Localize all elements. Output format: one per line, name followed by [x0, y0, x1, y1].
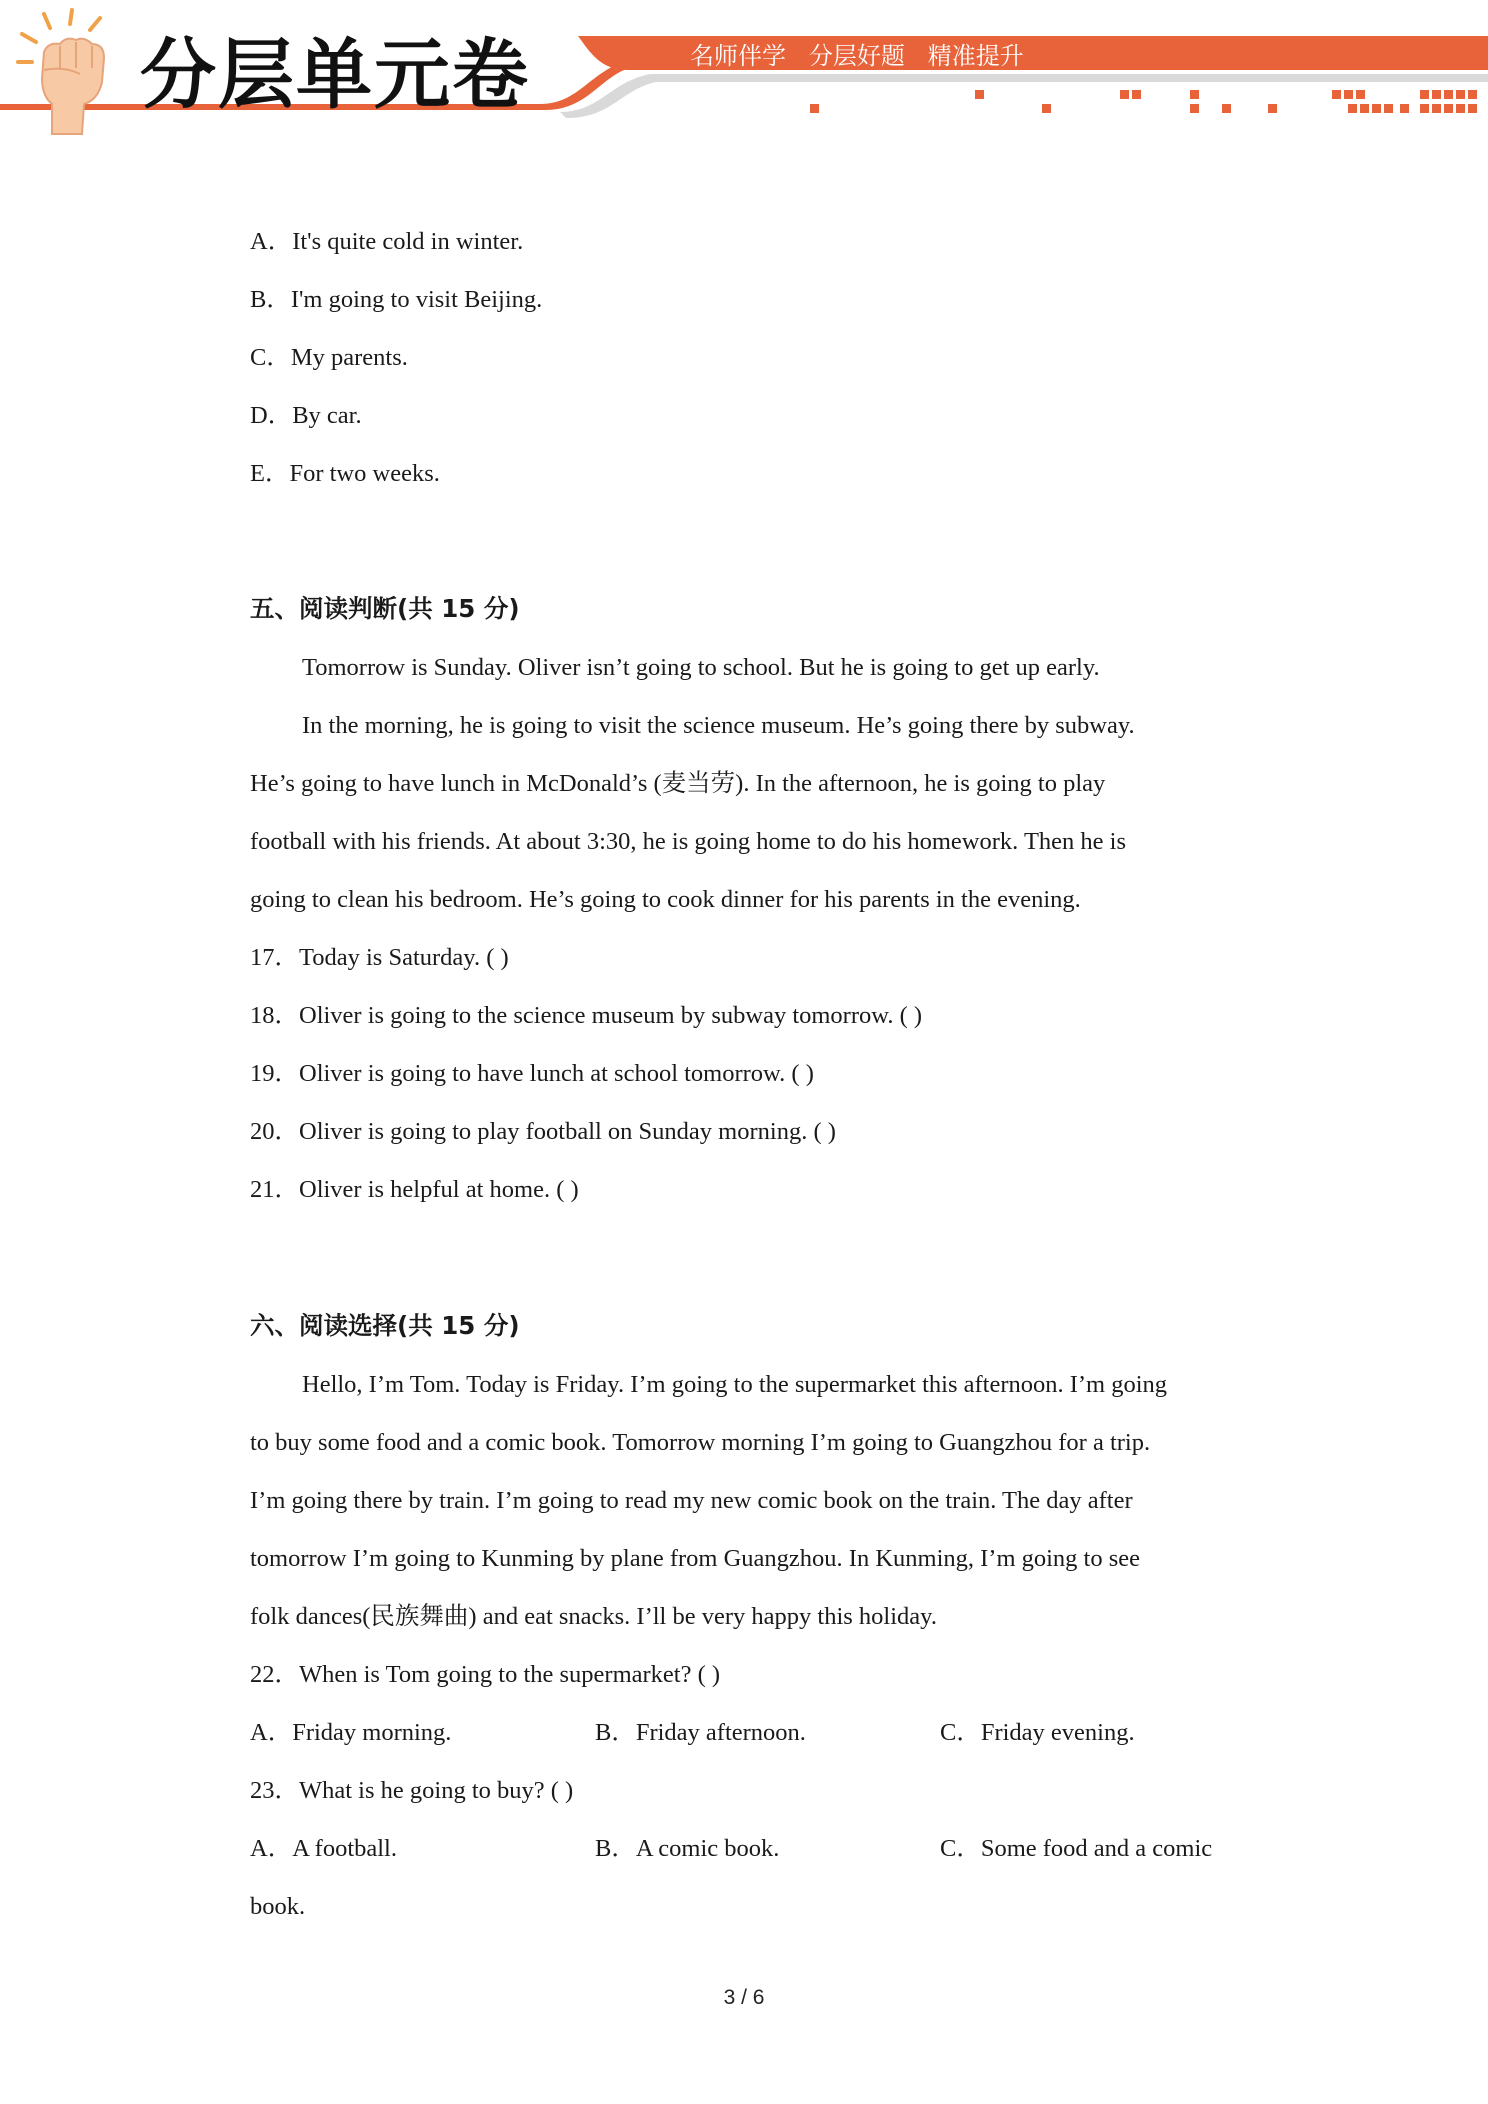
passage-line: He’s going to have lunch in McDonald’s (麦当劳). In the afternoon, he is going to play [250, 770, 1106, 797]
logo-title: 分层单元卷 [140, 30, 530, 119]
passage-line: folk dances(民族舞曲) and eat snacks. I’ll be very happy this holiday. [250, 1603, 937, 1630]
passage-line: going to clean his bedroom. He’s going to cook dinner for his parents in the evening. [250, 886, 1081, 913]
question-22: 22．When is Tom going to the supermarket? ( ) [250, 1661, 721, 1688]
q22-option-a: A．Friday morning. [250, 1719, 452, 1746]
q22-option-c: C．Friday evening. [940, 1719, 1135, 1746]
q23-option-c-continued: book. [250, 1893, 306, 1920]
passage-line: In the morning, he is going to visit the science museum. He’s going there by subway. [302, 712, 1135, 739]
q22-option-b: B．Friday afternoon. [595, 1719, 806, 1746]
passage-line: I’m going there by train. I’m going to read my new comic book on the train. The day after [250, 1487, 1133, 1514]
header-slogan: 名师伴学 分层好题 精准提升 [690, 42, 1024, 70]
option-c: C．My parents. [250, 344, 408, 371]
q23-option-b: B．A comic book. [595, 1835, 780, 1862]
fist-icon [14, 8, 124, 136]
passage-line: football with his friends. At about 3:30, he is going home to do his homework. Then he is [250, 828, 1127, 855]
question-23: 23．What is he going to buy? ( ) [250, 1777, 574, 1804]
option-e: E．For two weeks. [250, 460, 440, 487]
question-21: 21．Oliver is helpful at home. ( ) [250, 1176, 579, 1203]
question-17: 17．Today is Saturday. ( ) [250, 944, 509, 971]
question-19: 19．Oliver is going to have lunch at school tomorrow. ( ) [250, 1060, 814, 1087]
passage-line: Hello, I’m Tom. Today is Friday. I’m going to the supermarket this afternoon. I’m going [302, 1371, 1168, 1398]
passage-line: tomorrow I’m going to Kunming by plane from Guangzhou. In Kunming, I’m going to see [250, 1545, 1141, 1572]
question-20: 20．Oliver is going to play football on Sunday morning. ( ) [250, 1118, 836, 1145]
section5-heading: 五、阅读判断(共 15 分) [250, 594, 520, 623]
option-b: B．I'm going to visit Beijing. [250, 286, 543, 313]
q23-option-c: C．Some food and a comic [940, 1835, 1213, 1862]
option-d: D．By car. [250, 402, 362, 429]
passage-line: to buy some food and a comic book. Tomorrow morning I’m going to Guangzhou for a trip. [250, 1429, 1151, 1456]
page-number: 3 / 6 [723, 1986, 765, 2009]
q23-option-a: A．A football. [250, 1835, 397, 1862]
section6-heading: 六、阅读选择(共 15 分) [250, 1311, 520, 1340]
passage-line: Tomorrow is Sunday. Oliver isn’t going to school. But he is going to get up early. [302, 654, 1100, 681]
question-18: 18．Oliver is going to the science museum by subway tomorrow. ( ) [250, 1002, 923, 1029]
page-header [0, 0, 1488, 140]
option-a: A．It's quite cold in winter. [250, 228, 524, 255]
